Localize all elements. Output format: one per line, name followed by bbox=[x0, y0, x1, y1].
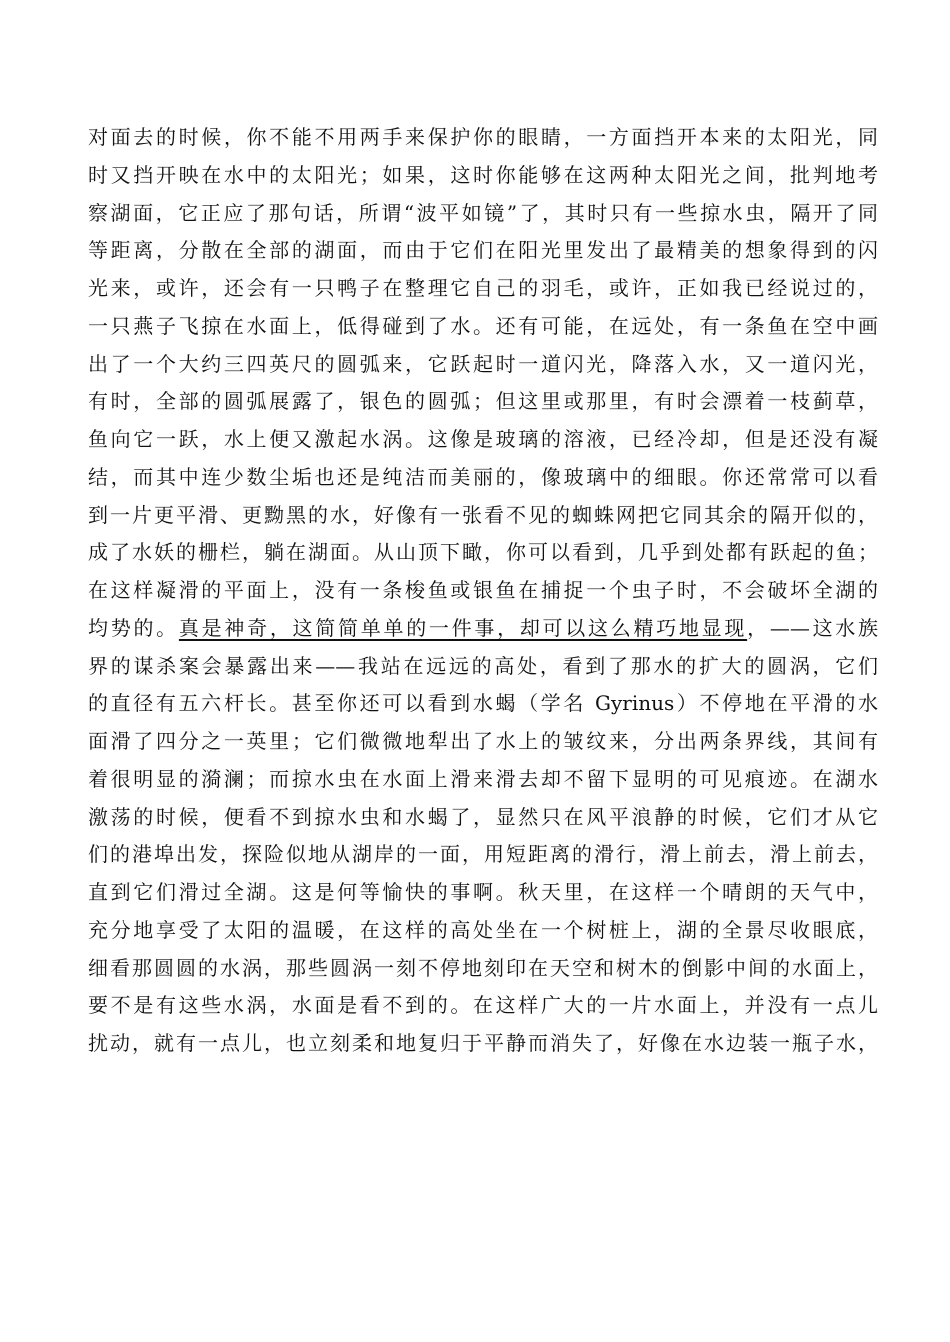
text-line: 察湖面，它正应了那句话，所谓“波平如镜”了，其时只有一些掠水虫，隔开了同 bbox=[88, 200, 878, 225]
text-segment: ，——这水族 bbox=[747, 615, 879, 640]
text-line: 扰动，就有一点儿，也立刻柔和地复归于平静而消失了，好像在水边装一瓶子水， bbox=[88, 1031, 878, 1055]
text-line: 一只燕子飞掠在水面上，低得碰到了水。还有可能，在远处，有一条鱼在空中画 bbox=[88, 313, 878, 338]
text-line: 着很明显的漪澜；而掠水虫在水面上滑来滑去却不留下显明的可见痕迹。在湖水 bbox=[88, 766, 878, 791]
text-line: 要不是有这些水涡，水面是看不到的。在这样广大的一片水面上，并没有一点儿 bbox=[88, 993, 878, 1018]
text-line: 们的港埠出发，探险似地从湖岸的一面，用短距离的滑行，滑上前去，滑上前去， bbox=[88, 842, 878, 867]
text-line: 出了一个大约三四英尺的圆弧来，它跃起时一道闪光，降落入水，又一道闪光， bbox=[88, 351, 878, 376]
text-line: 对面去的时候，你不能不用两手来保护你的眼睛，一方面挡开本来的太阳光，同 bbox=[88, 125, 878, 149]
text-line: 充分地享受了太阳的温暖，在这样的高处坐在一个树桩上，湖的全景尽收眼底， bbox=[88, 917, 878, 942]
text-line: 界的谋杀案会暴露出来——我站在远远的高处，看到了那水的扩大的圆涡，它们 bbox=[88, 653, 878, 678]
text-line: 在这样凝滑的平面上，没有一条梭鱼或银鱼在捕捉一个虫子时，不会破坏全湖的 bbox=[88, 578, 878, 602]
text-line: 等距离，分散在全部的湖面，而由于它们在阳光里发出了最精美的想象得到的闪 bbox=[88, 238, 878, 263]
text-line: 的直径有五六杆长。甚至你还可以看到水蝎（学名 Gyrinus）不停地在平滑的水 bbox=[88, 691, 878, 716]
text-line: 激荡的时候，便看不到掠水虫和水蝎了，显然只在风平浪静的时候，它们才从它 bbox=[88, 804, 878, 829]
text-line: 直到它们滑过全湖。这是何等愉快的事啊。秋天里，在这样一个晴朗的天气中， bbox=[88, 880, 878, 904]
text-line-with-underline bbox=[88, 610, 878, 648]
text-line: 时又挡开映在水中的太阳光；如果，这时你能够在这两种太阳光之间，批判地考 bbox=[88, 162, 878, 187]
text-line: 结，而其中连少数尘垢也还是纯洁而美丽的，像玻璃中的细眼。你还常常可以看 bbox=[88, 464, 878, 489]
text-line: 鱼向它一跃，水上便又激起水涡。这像是玻璃的溶液，已经冷却，但是还没有凝 bbox=[88, 427, 878, 451]
body-text bbox=[88, 119, 878, 1063]
text-line: 细看那圆圆的水涡，那些圆涡一刻不停地刻印在天空和树木的倒影中间的水面上， bbox=[88, 955, 878, 980]
text-line: 面滑了四分之一英里；它们微微地犁出了水上的皱纹来，分出两条界线，其间有 bbox=[88, 729, 878, 753]
text-line: 光来，或许，还会有一只鸭子在整理它自己的羽毛，或许，正如我已经说过的， bbox=[88, 276, 878, 300]
text-segment: 均势的。 bbox=[88, 615, 179, 640]
text-line: 到一片更平滑、更黝黑的水，好像有一张看不见的蜘蛛网把它同其余的隔开似的， bbox=[88, 502, 878, 527]
text-line: 成了水妖的栅栏，躺在湖面。从山顶下瞰，你可以看到，几乎到处都有跃起的鱼； bbox=[88, 540, 878, 565]
underlined-text: 真是神奇，这简简单单的一件事，却可以这么精巧地显现 bbox=[178, 615, 748, 640]
text-line: 有时，全部的圆弧展露了，银色的圆弧；但这里或那里，有时会漂着一枝蓟草， bbox=[88, 389, 878, 414]
